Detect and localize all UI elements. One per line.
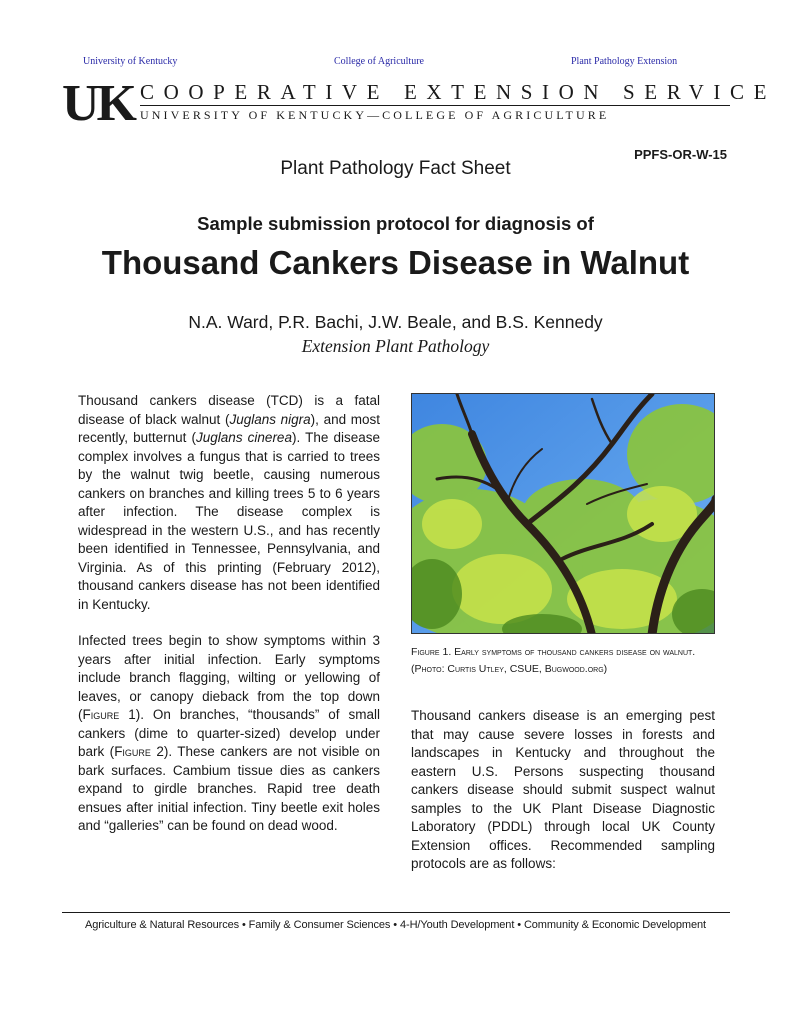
body-paragraph: Thousand cankers disease is an emerging pest that may cause severe losses in forests and landscapes in Kentucky and throughout the eastern U.S. Persons suspecting thousand cankers disease should submit suspect walnut samples to the UK Plant Disease Diagnostic Laboratory (PDDL) through local UK County Extension offices. Recommended sampling protocols are as follows: <box>411 708 715 871</box>
footer-program-areas: Agriculture & Natural Resources • Family & Consumer Sciences • 4-H/Youth Development • Community & Economic Development <box>84 919 706 931</box>
right-column <box>411 707 715 874</box>
department: Extension Plant Pathology <box>301 336 490 356</box>
intro-paragraph: Thousand cankers disease (TCD) is a fatal disease of black walnut (Juglans nigra), and most recently, butternut (Juglans cinerea). The disease complex involves a fungus that is carried to trees by the walnut twig beetle, causing numerous cankers on branches and killing trees 5 to 6 years after infection. The disease complex is widespread in the western U.S., and has recently been identified in Tennessee, Pennsylvania, and Virginia. As of this printing (February 2012), thousand cankers disease has not been identified in Kentucky. <box>78 393 381 612</box>
header-links <box>0 56 791 72</box>
figure-1-caption: Figure 1. Early symptoms of thousand cankers disease on walnut. (Photo: Curtis Utley, CSUE, Bugwood.org) <box>411 646 696 675</box>
figure-reference: Figure 1 <box>82 707 136 722</box>
header-divider <box>140 105 730 106</box>
link-university-of-kentucky[interactable]: University of Kentucky <box>83 56 178 67</box>
link-college-of-agriculture[interactable]: College of Agriculture <box>334 56 424 67</box>
publication-code: PPFS-OR-W-15 <box>634 147 727 162</box>
figure-reference: Figure 2 <box>114 744 164 759</box>
uk-logo: UK <box>62 75 134 132</box>
species-name: Juglans nigra <box>229 411 311 427</box>
symptoms-paragraph: Infected trees begin to show symptoms within 3 years after initial infection. Early symptoms include branch flagging, wilting or yellowing of leaves, or canopy dieback from the top down (Figure 1). On branches, “thousands” of small cankers (dime to quarter-sized) develop under bark (Figure 2). These cankers are not visible on bark surfaces. Cambium tissue dies as cankers expand to girdle branches. Rapid tree death ensues after initial infection. Tiny beetle exit holes and “galleries” can be found on dead wood. <box>78 633 381 833</box>
species-name: Juglans cinerea <box>196 430 292 445</box>
link-plant-pathology-extension[interactable]: Plant Pathology Extension <box>571 56 678 67</box>
walnut-canopy-image <box>412 394 715 634</box>
document-subtitle: Sample submission protocol for diagnosis of <box>197 213 594 234</box>
university-college-line: UNIVERSITY OF KENTUCKY—COLLEGE OF AGRICULTURE <box>140 108 610 122</box>
extension-service-name: COOPERATIVE EXTENSION SERVICE <box>140 80 777 104</box>
document-title: Thousand Cankers Disease in Walnut <box>101 244 690 281</box>
authors: N.A. Ward, P.R. Bachi, J.W. Beale, and B.S. Kennedy <box>188 312 603 332</box>
figure-1-photo <box>411 393 715 634</box>
left-column <box>78 392 380 836</box>
series-title: Plant Pathology Fact Sheet <box>280 158 511 179</box>
footer-divider <box>62 912 730 913</box>
